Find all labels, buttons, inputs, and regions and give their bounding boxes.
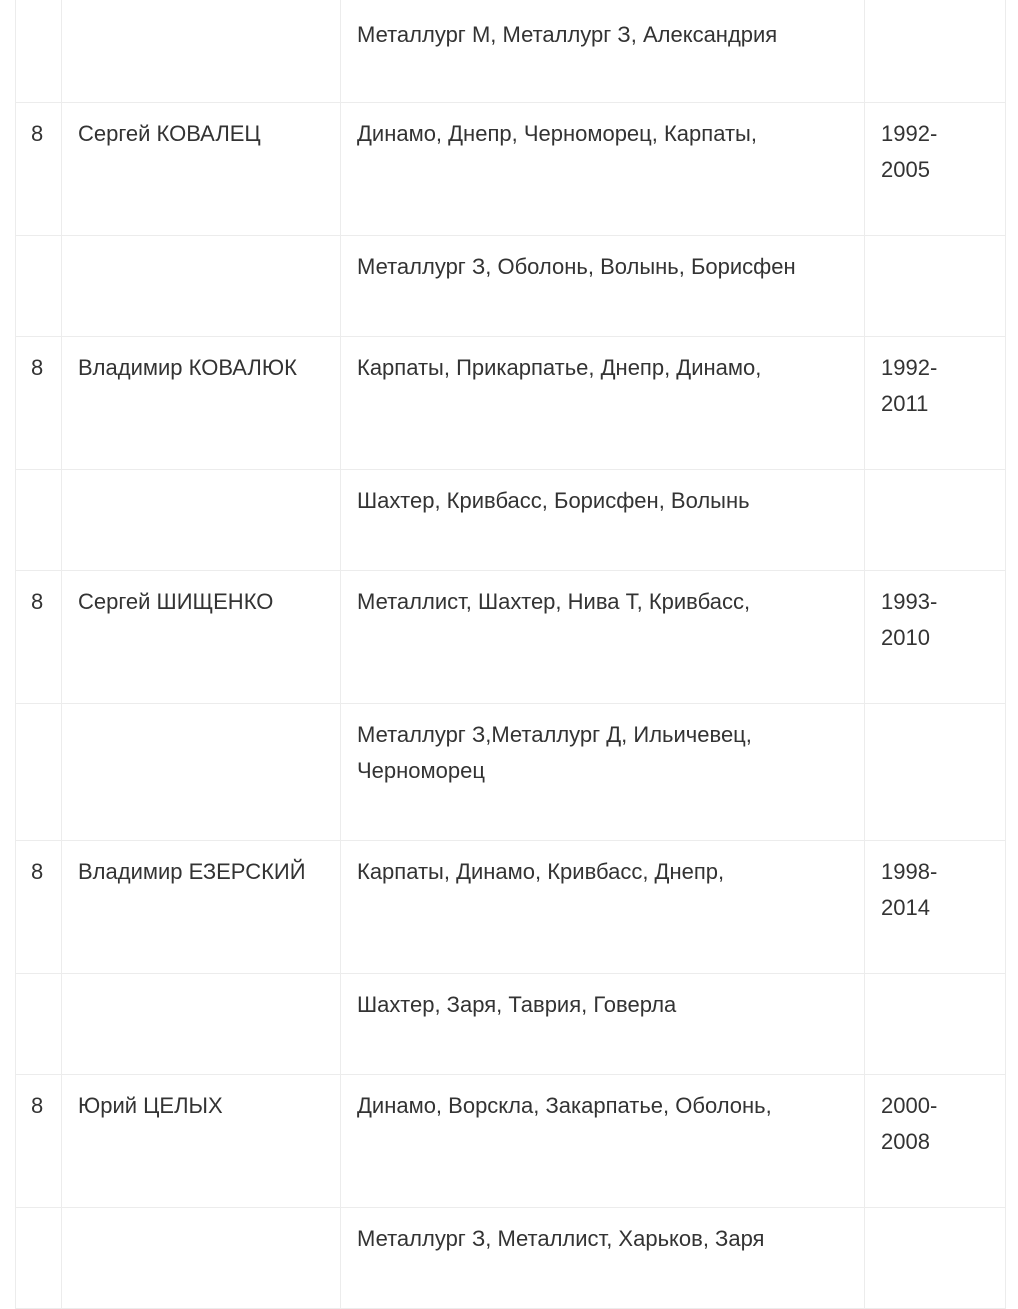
years-cell: 1998- 2014 — [865, 841, 1006, 974]
rank-cell — [16, 1208, 62, 1309]
clubs-cell: Металлург З, Оболонь, Волынь, Борисфен — [341, 236, 865, 337]
rank-cell — [16, 704, 62, 841]
rank-cell: 8 — [16, 337, 62, 470]
player-name-cell: Сергей ШИЩЕНКО — [62, 571, 341, 704]
clubs-cell: Карпаты, Прикарпатье, Днепр, Динамо, — [341, 337, 865, 470]
clubs-cell: Динамо, Днепр, Черноморец, Карпаты, — [341, 103, 865, 236]
player-name-cell: Владимир КОВАЛЮК — [62, 337, 341, 470]
players-table — [15, 0, 1006, 1309]
players-table-body — [16, 0, 1006, 1309]
player-name-cell — [62, 470, 341, 571]
rank-cell: 8 — [16, 571, 62, 704]
player-name-cell: Владимир ЕЗЕРСКИЙ — [62, 841, 341, 974]
player-name-cell: Юрий ЦЕЛЫХ — [62, 1075, 341, 1208]
clubs-cell: Металлург З,Металлург Д, Ильичевец, Черноморец — [341, 704, 865, 841]
years-cell: 1992- 2005 — [865, 103, 1006, 236]
years-cell — [865, 0, 1006, 103]
table-row — [16, 236, 1006, 337]
years-cell — [865, 704, 1006, 841]
rank-cell — [16, 974, 62, 1075]
rank-cell — [16, 0, 62, 103]
player-name-cell — [62, 236, 341, 337]
table-row — [16, 103, 1006, 236]
player-name-cell: Сергей КОВАЛЕЦ — [62, 103, 341, 236]
table-row — [16, 470, 1006, 571]
table-row — [16, 1075, 1006, 1208]
player-name-cell — [62, 704, 341, 841]
clubs-cell: Динамо, Ворскла, Закарпатье, Оболонь, — [341, 1075, 865, 1208]
rank-cell: 8 — [16, 103, 62, 236]
years-cell: 2000- 2008 — [865, 1075, 1006, 1208]
table-row — [16, 0, 1006, 103]
player-name-cell — [62, 1208, 341, 1309]
rank-cell — [16, 470, 62, 571]
clubs-cell: Шахтер, Кривбасс, Борисфен, Волынь — [341, 470, 865, 571]
players-table-container — [15, 0, 1005, 1309]
clubs-cell: Металлург З, Металлист, Харьков, Заря — [341, 1208, 865, 1309]
player-name-cell — [62, 0, 341, 103]
years-cell: 1993- 2010 — [865, 571, 1006, 704]
clubs-cell: Карпаты, Динамо, Кривбасс, Днепр, — [341, 841, 865, 974]
table-row — [16, 1208, 1006, 1309]
years-cell — [865, 974, 1006, 1075]
table-row — [16, 841, 1006, 974]
clubs-cell: Шахтер, Заря, Таврия, Говерла — [341, 974, 865, 1075]
years-cell — [865, 1208, 1006, 1309]
rank-cell: 8 — [16, 1075, 62, 1208]
years-cell — [865, 470, 1006, 571]
clubs-cell: Металлург М, Металлург З, Александрия — [341, 0, 865, 103]
rank-cell: 8 — [16, 841, 62, 974]
table-row — [16, 571, 1006, 704]
rank-cell — [16, 236, 62, 337]
table-row — [16, 704, 1006, 841]
years-cell — [865, 236, 1006, 337]
player-name-cell — [62, 974, 341, 1075]
table-row — [16, 337, 1006, 470]
years-cell: 1992- 2011 — [865, 337, 1006, 470]
clubs-cell: Металлист, Шахтер, Нива Т, Кривбасс, — [341, 571, 865, 704]
table-row — [16, 974, 1006, 1075]
